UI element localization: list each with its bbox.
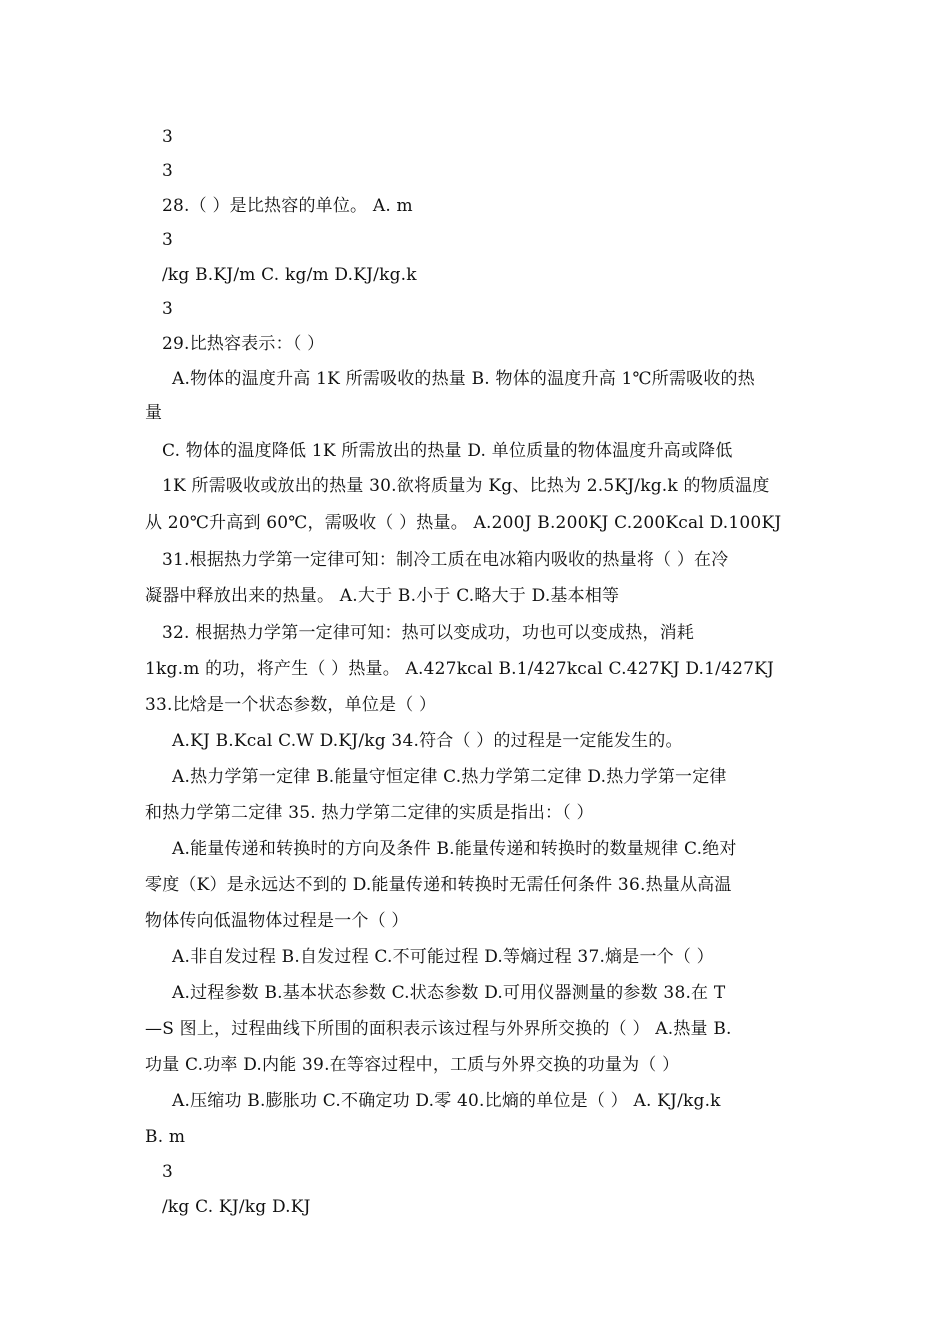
text-line: A.非自发过程 B.自发过程 C.不可能过程 D.等熵过程 37.熵是一个（ ） xyxy=(172,947,714,967)
question-32: 32. 根据热力学第一定律可知：热可以变成功，功也可以变成热，消耗 xyxy=(162,623,695,643)
question-33: 33.比焓是一个状态参数，单位是（ ） xyxy=(145,695,437,715)
text-line: —S 图上，过程曲线下所围的面积表示该过程与外界所交换的（ ） A.热量 B. xyxy=(145,1019,732,1039)
text-line: A.热力学第一定律 B.能量守恒定律 C.热力学第二定律 D.热力学第一定律 xyxy=(172,767,727,787)
text-line: A.过程参数 B.基本状态参数 C.状态参数 D.可用仪器测量的参数 38.在 T xyxy=(172,983,726,1003)
text-line: 零度（K）是永远达不到的 D.能量传递和转换时无需任何条件 36.热量从高温 xyxy=(145,875,732,895)
text-line: /kg B.KJ/m C. kg/m D.KJ/kg.k xyxy=(162,265,417,285)
text-line: 3 xyxy=(162,1162,174,1182)
text-line: 3 xyxy=(162,299,174,319)
text-line: 从 20℃升高到 60℃，需吸收（ ）热量。 A.200J B.200KJ C.200Kcal D.100KJ xyxy=(145,513,782,533)
text-line: 凝器中释放出来的热量。 A.大于 B.小于 C.略大于 D.基本相等 xyxy=(145,586,620,606)
text-line: 3 xyxy=(162,127,174,147)
text-line: A.压缩功 B.膨胀功 C.不确定功 D.零 40.比熵的单位是（ ） A. KJ/kg.k xyxy=(172,1091,721,1111)
text-line: B. m xyxy=(145,1127,186,1147)
text-line: 1kg.m 的功，将产生（ ）热量。 A.427kcal B.1/427kcal C.427KJ D.1/427KJ xyxy=(145,659,775,679)
text-line: 1K 所需吸收或放出的热量 30.欲将质量为 Kg、比热为 2.5KJ/kg.k 的物质温度 xyxy=(162,476,770,496)
text-line: C. 物体的温度降低 1K 所需放出的热量 D. 单位质量的物体温度升高或降低 xyxy=(162,441,733,461)
text-line: 3 xyxy=(162,161,174,181)
question-29: 29.比热容表示：（ ） xyxy=(162,334,325,354)
text-line: /kg C. KJ/kg D.KJ xyxy=(162,1197,311,1217)
text-line: 功量 C.功率 D.内能 39.在等容过程中，工质与外界交换的功量为（ ） xyxy=(145,1055,680,1075)
text-line: 3 xyxy=(162,230,174,250)
text-line: 量 xyxy=(145,403,163,423)
text-line: A.物体的温度升高 1K 所需吸收的热量 B. 物体的温度升高 1℃所需吸收的热 xyxy=(172,369,755,389)
text-line: A.KJ B.Kcal C.W D.KJ/kg 34.符合（ ）的过程是一定能发生的。 xyxy=(172,731,683,751)
question-31: 31.根据热力学第一定律可知：制冷工质在电冰箱内吸收的热量将（ ）在冷 xyxy=(162,550,729,570)
question-28: 28.（ ）是比热容的单位。 A. m xyxy=(162,196,413,216)
text-line: 和热力学第二定律 35. 热力学第二定律的实质是指出：（ ） xyxy=(145,803,594,823)
text-line: 物体传向低温物体过程是一个（ ） xyxy=(145,911,409,931)
text-line: A.能量传递和转换时的方向及条件 B.能量传递和转换时的数量规律 C.绝对 xyxy=(172,839,737,859)
